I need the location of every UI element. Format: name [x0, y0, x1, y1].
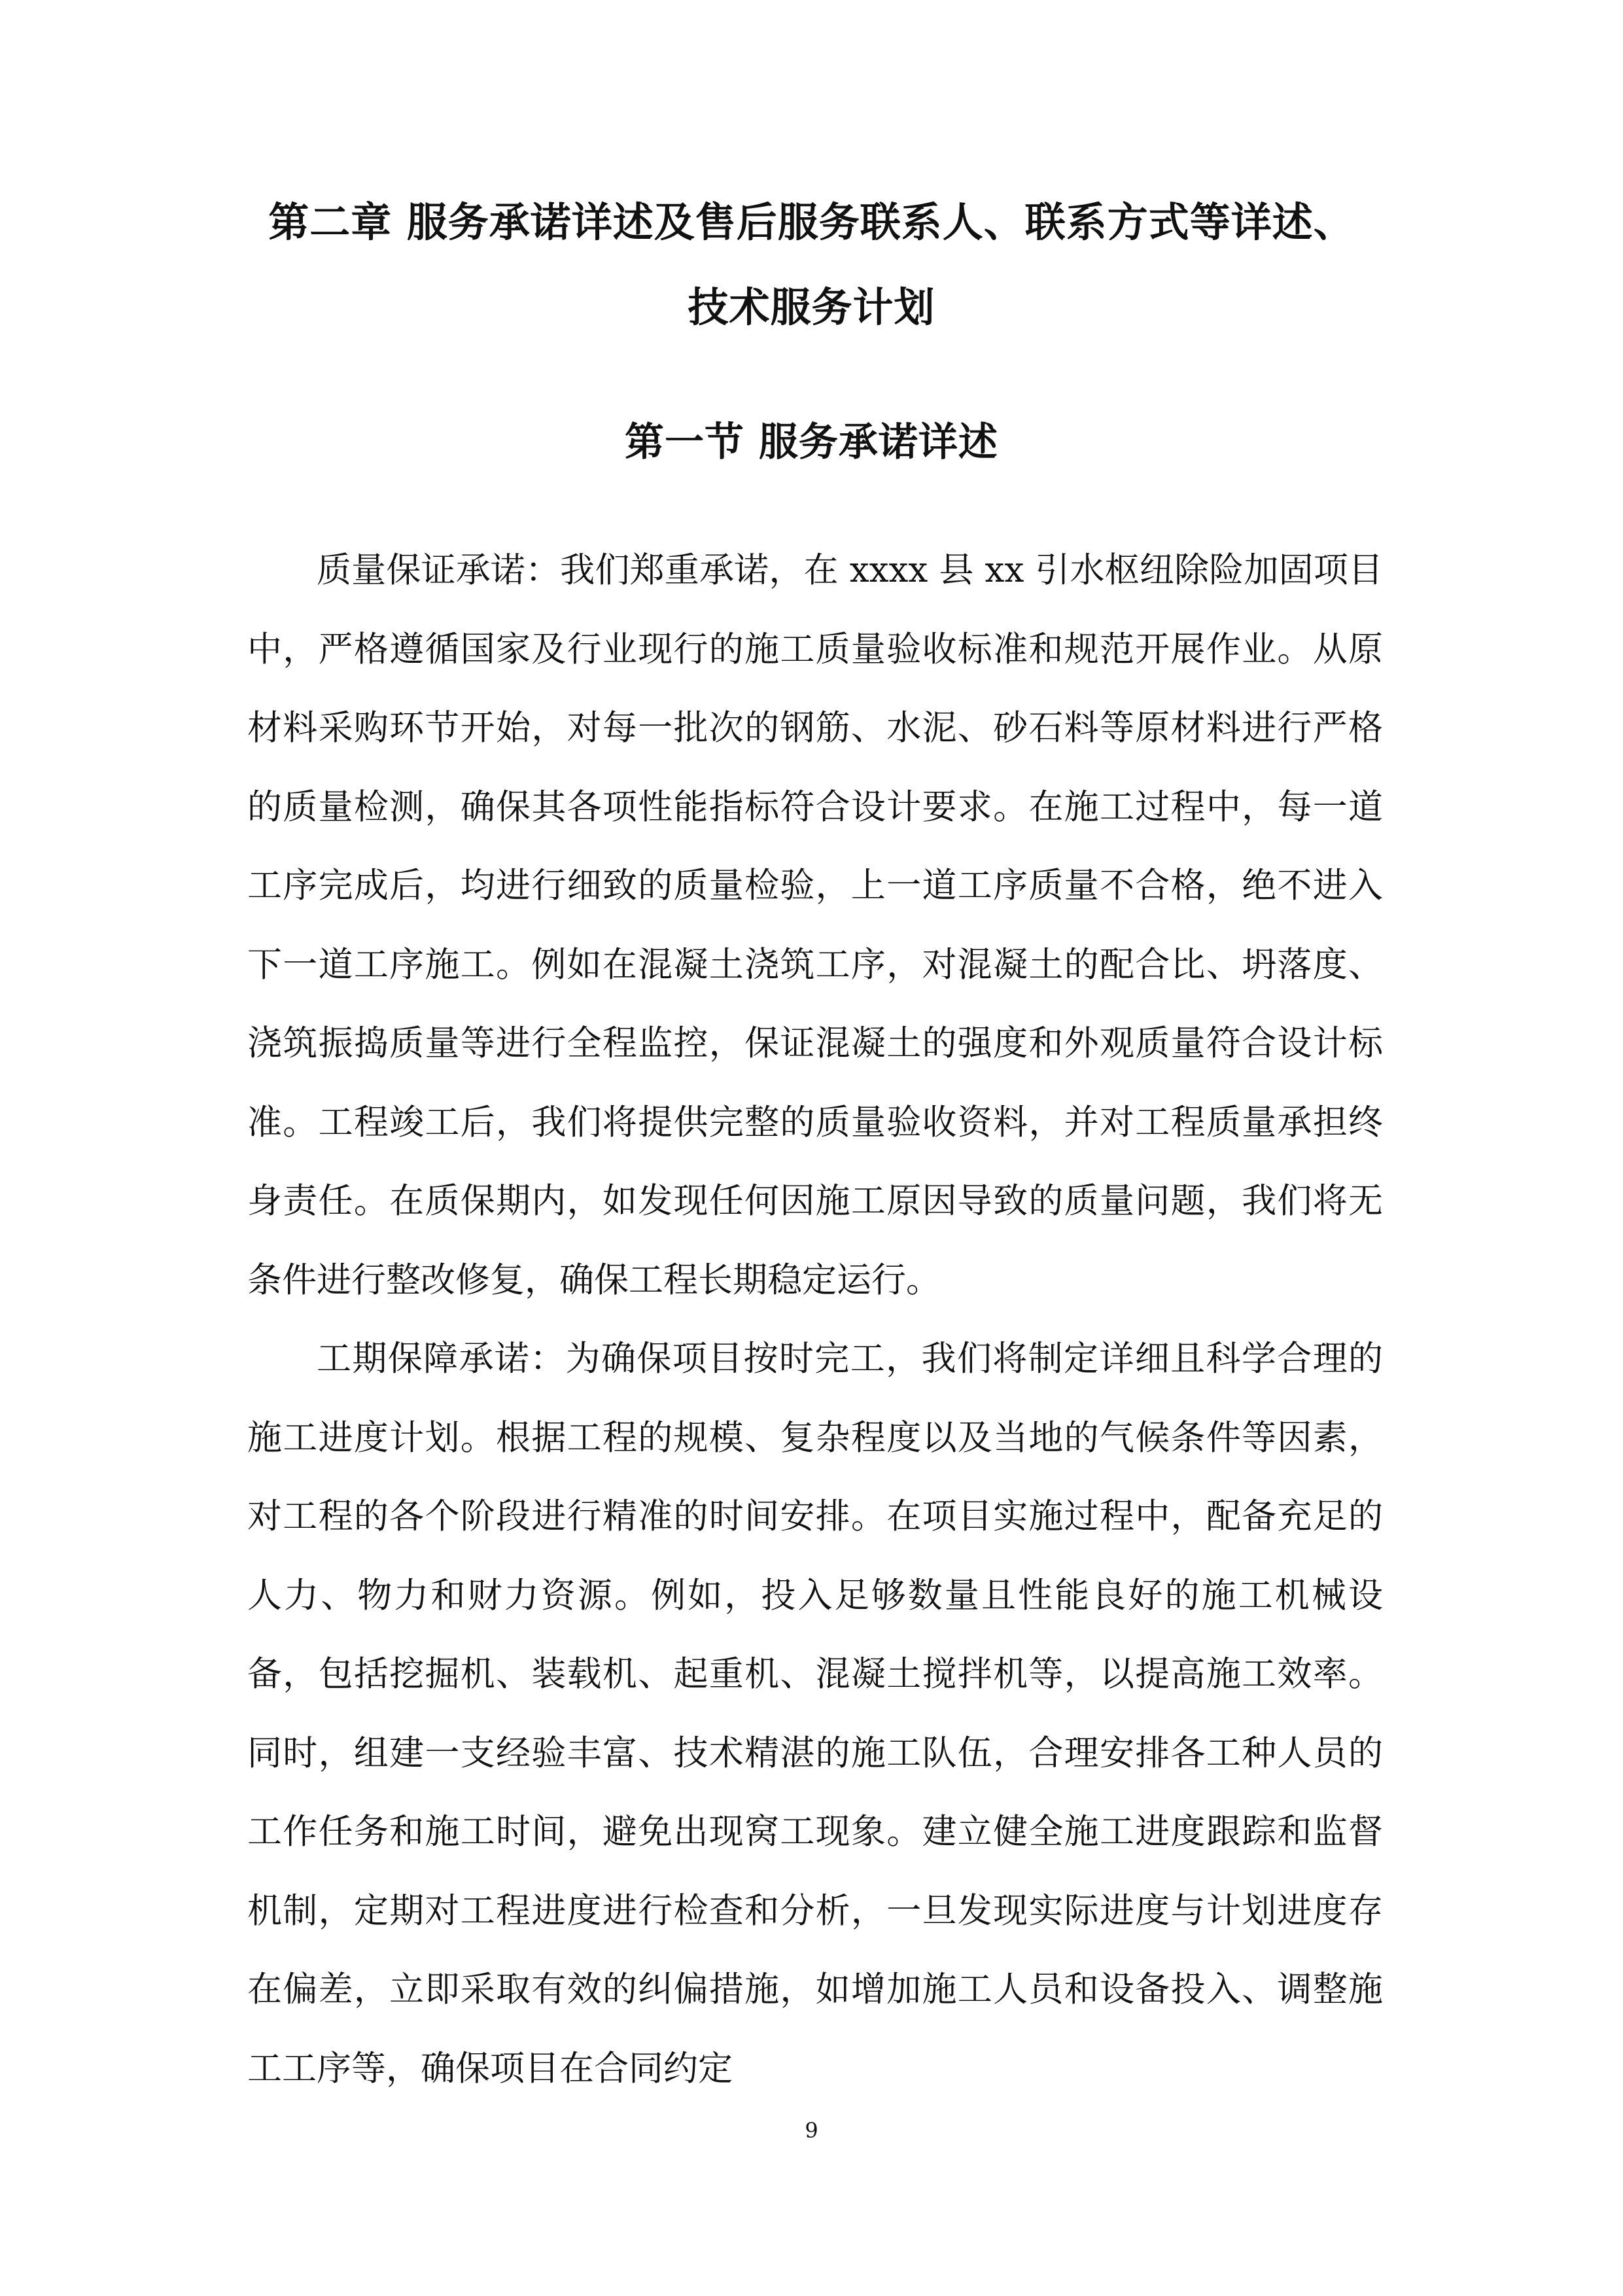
paragraph-quality-commitment: 质量保证承诺：我们郑重承诺，在 xxxx 县 xx 引水枢纽除险加固项目中，严格遵循国家及行业现行的施工质量验收标准和规范开展作业。从原材料采购环节开始，对每一批次的钢筋、水泥、砂石料等原材料进行严格的质量检测，确保其各项性能指标符合设计要求。在施工过程中，每一道工序完成后，均进行细致的质量检验，上一道工序质量不合格，绝不进入下一道工序施工。例如在混凝土浇筑工序，对混凝土的配合比、坍落度、浇筑振捣质量等进行全程监控，保证混凝土的强度和外观质量符合设计标准。工程竣工后，我们将提供完整的质量验收资料，并对工程质量承担终身责任。在质保期内，如发现任何因施工原因导致的质量问题，我们将无条件进行整改修复，确保工程长期稳定运行。: [247, 550, 1383, 1300]
body-text: [247, 531, 1383, 2108]
chapter-title: [196, 180, 1427, 350]
page-number: 9: [805, 2118, 818, 2143]
section-title: 第一节 服务承诺详述: [625, 419, 998, 465]
paragraph-schedule-commitment: 工期保障承诺：为确保项目按时完工，我们将制定详细且科学合理的施工进度计划。根据工程的规模、复杂程度以及当地的气候条件等因素，对工程的各个阶段进行精准的时间安排。在项目实施过程中，配备充足的人力、物力和财力资源。例如，投入足够数量且性能良好的施工机械设备，包括挖掘机、装载机、起重机、混凝土搅拌机等，以提高施工效率。同时，组建一支经验丰富、技术精湛的施工队伍，合理安排各工种人员的工作任务和施工时间，避免出现窝工现象。建立健全施工进度跟踪和监督机制，定期对工程进度进行检查和分析，一旦发现实际进度与计划进度存在偏差，立即采取有效的纠偏措施，如增加施工人员和设备投入、调整施工工序等，确保项目在合同约定: [247, 1339, 1383, 2089]
chapter-title-line-2: 技术服务计划: [688, 283, 935, 331]
chapter-title-line-1: 第二章 服务承诺详述及售后服务联系人、联系方式等详述、: [268, 198, 1355, 246]
